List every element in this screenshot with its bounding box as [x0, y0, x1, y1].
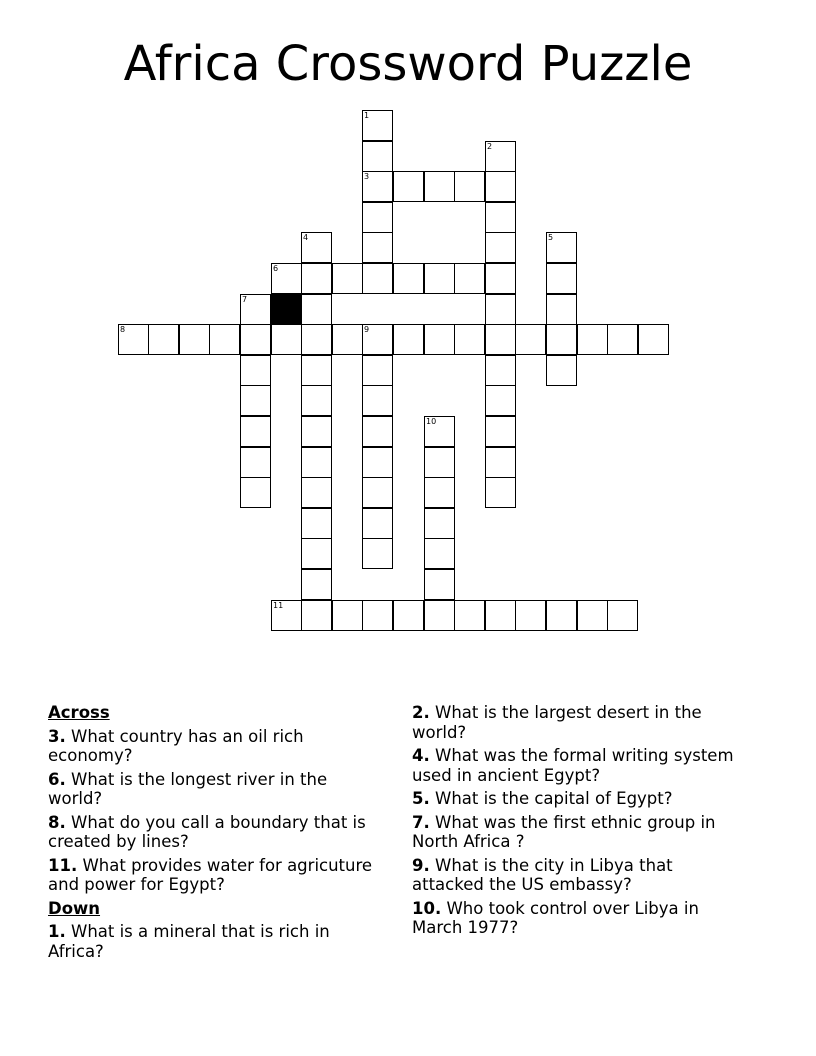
grid-cell[interactable] — [485, 294, 516, 325]
grid-cell[interactable] — [546, 355, 577, 386]
grid-cell[interactable] — [454, 171, 485, 202]
grid-cell[interactable] — [301, 385, 332, 416]
clue-down-2: 2. What is the largest desert in the world? — [412, 703, 702, 742]
grid-cell[interactable] — [485, 355, 516, 386]
grid-cell[interactable] — [271, 263, 302, 294]
grid-cell[interactable] — [362, 385, 393, 416]
clue-number: 7 — [242, 295, 248, 304]
grid-cell[interactable] — [301, 263, 332, 294]
grid-cell[interactable] — [424, 538, 455, 569]
grid-cell[interactable] — [240, 355, 271, 386]
clue-number: 11 — [273, 601, 284, 610]
grid-cell[interactable] — [301, 569, 332, 600]
grid-cell[interactable] — [424, 324, 455, 355]
grid-cell[interactable] — [332, 324, 363, 355]
grid-cell[interactable] — [362, 324, 393, 355]
clue-down-5: 5. What is the capital of Egypt? — [412, 789, 673, 808]
grid-cell[interactable] — [362, 538, 393, 569]
clue-down-10: 10. Who took control over Libya in March 1977? — [412, 898, 699, 937]
grid-cell[interactable] — [424, 477, 455, 508]
grid-cell[interactable] — [393, 263, 424, 294]
grid-cell[interactable] — [393, 600, 424, 631]
clues-column-right — [412, 703, 742, 942]
grid-cell[interactable] — [424, 171, 455, 202]
grid-cell[interactable] — [424, 569, 455, 600]
grid-cell[interactable] — [485, 263, 516, 294]
grid-cell[interactable] — [485, 232, 516, 263]
grid-cell[interactable] — [301, 294, 332, 325]
grid-cell[interactable] — [393, 324, 424, 355]
clue-number: 9 — [364, 325, 370, 334]
clue-down-1: 1. What is a mineral that is rich in Africa? — [48, 922, 330, 961]
clue-across-6: 6. What is the longest river in the world? — [48, 769, 328, 808]
grid-cell[interactable] — [332, 600, 363, 631]
grid-cell[interactable] — [148, 324, 179, 355]
grid-cell[interactable] — [485, 600, 516, 631]
grid-cell[interactable] — [546, 294, 577, 325]
clue-number: 10 — [426, 417, 437, 426]
grid-cell[interactable] — [546, 232, 577, 263]
grid-cell[interactable] — [240, 324, 271, 355]
clue-number: 5 — [548, 233, 554, 242]
grid-cell[interactable] — [393, 171, 424, 202]
grid-cell[interactable] — [240, 477, 271, 508]
clue-across-8: 8. What do you call a boundary that is created by lines? — [48, 812, 366, 851]
clue-number: 6 — [273, 264, 279, 273]
grid-cell[interactable] — [424, 416, 455, 447]
grid-cell[interactable] — [362, 202, 393, 233]
grid-cell[interactable] — [362, 416, 393, 447]
grid-cell[interactable] — [240, 447, 271, 478]
grid-cell[interactable] — [240, 385, 271, 416]
grid-cell[interactable] — [424, 263, 455, 294]
grid-cell[interactable] — [301, 538, 332, 569]
clues-column-left — [48, 703, 378, 965]
grid-cell[interactable] — [301, 232, 332, 263]
grid-cell[interactable] — [485, 141, 516, 172]
grid-cell[interactable] — [362, 263, 393, 294]
grid-cell[interactable] — [271, 600, 302, 631]
grid-cell[interactable] — [485, 171, 516, 202]
grid-cell[interactable] — [240, 294, 271, 325]
grid-cell[interactable] — [577, 600, 608, 631]
clue-number: 4 — [303, 233, 309, 242]
grid-cell[interactable] — [362, 600, 393, 631]
grid-cell[interactable] — [301, 355, 332, 386]
grid-cell[interactable] — [485, 447, 516, 478]
grid-cell[interactable] — [362, 447, 393, 478]
grid-cell[interactable] — [546, 324, 577, 355]
grid-cell[interactable] — [301, 508, 332, 539]
across-heading: Across — [48, 703, 110, 722]
grid-cell[interactable] — [546, 263, 577, 294]
grid-cell[interactable] — [485, 324, 516, 355]
clue-across-11: 11. What provides water for agricuture and power for Egypt? — [48, 855, 373, 894]
grid-cell[interactable] — [485, 416, 516, 447]
page-title: Africa Crossword Puzzle — [123, 36, 693, 92]
grid-cell[interactable] — [179, 324, 210, 355]
grid-cell[interactable] — [301, 477, 332, 508]
grid-cell[interactable] — [485, 385, 516, 416]
grid-cell[interactable] — [271, 324, 302, 355]
grid-cell[interactable] — [515, 600, 546, 631]
grid-cell[interactable] — [424, 508, 455, 539]
blocked-cell — [271, 294, 302, 325]
clue-number: 2 — [487, 142, 493, 151]
clue-down-4: 4. What was the formal writing system used in ancient Egypt? — [412, 746, 734, 785]
clue-down-9: 9. What is the city in Libya that attacked the US embassy? — [412, 855, 673, 894]
grid-cell[interactable] — [362, 171, 393, 202]
grid-cell[interactable] — [546, 600, 577, 631]
grid-cell[interactable] — [454, 600, 485, 631]
grid-cell[interactable] — [607, 324, 638, 355]
grid-cell[interactable] — [301, 324, 332, 355]
grid-cell[interactable] — [485, 202, 516, 233]
grid-cell[interactable] — [607, 600, 638, 631]
grid-cell[interactable] — [362, 508, 393, 539]
clue-number: 8 — [120, 325, 126, 334]
grid-cell[interactable] — [332, 263, 363, 294]
grid-cell[interactable] — [424, 447, 455, 478]
grid-cell[interactable] — [301, 447, 332, 478]
grid-cell[interactable] — [362, 355, 393, 386]
grid-cell[interactable] — [240, 416, 271, 447]
grid-cell[interactable] — [454, 263, 485, 294]
grid-cell[interactable] — [362, 110, 393, 141]
grid-cell[interactable] — [424, 600, 455, 631]
grid-cell[interactable] — [362, 477, 393, 508]
grid-cell[interactable] — [454, 324, 485, 355]
clue-down-7: 7. What was the first ethnic group in North Africa ? — [412, 812, 716, 851]
grid-cell[interactable] — [515, 324, 546, 355]
grid-cell[interactable] — [485, 477, 516, 508]
grid-cell[interactable] — [118, 324, 149, 355]
grid-cell[interactable] — [301, 600, 332, 631]
grid-cell[interactable] — [577, 324, 608, 355]
grid-cell[interactable] — [209, 324, 240, 355]
clue-across-3: 3. What country has an oil rich economy? — [48, 726, 304, 765]
clue-number: 1 — [364, 111, 370, 120]
grid-cell[interactable] — [638, 324, 669, 355]
grid-cell[interactable] — [362, 141, 393, 172]
down-heading: Down — [48, 898, 101, 918]
clue-number: 3 — [364, 172, 370, 181]
grid-cell[interactable] — [301, 416, 332, 447]
grid-cell[interactable] — [362, 232, 393, 263]
